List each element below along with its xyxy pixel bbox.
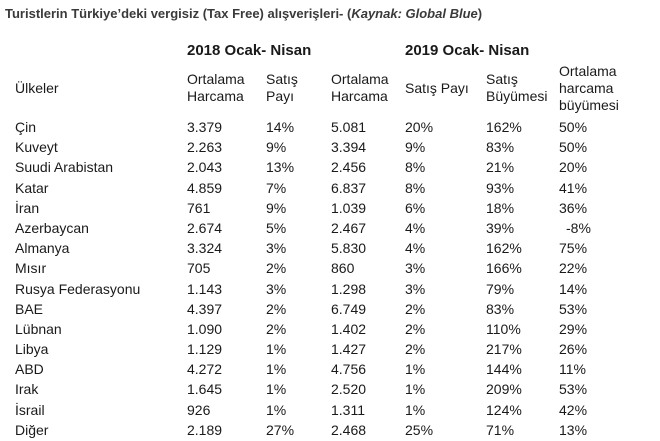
cell-country: Katar <box>15 179 49 196</box>
cell-avg-2018: 2.263 <box>187 139 223 156</box>
cell-share-2019: 3% <box>405 260 426 277</box>
cell-avg-2019: 2.520 <box>331 381 367 398</box>
cell-avg-2018: 2.189 <box>187 421 223 438</box>
cell-country: Almanya <box>15 240 70 257</box>
cell-share-2018: 3% <box>266 280 287 297</box>
cell-share-2018: 1% <box>266 401 287 418</box>
cell-share-2019: 4% <box>405 240 426 257</box>
cell-avg-2018: 1.090 <box>187 320 223 337</box>
cell-avg-2018: 3.379 <box>187 119 223 135</box>
cell-avg-growth: 26% <box>559 341 588 358</box>
table-title <box>5 6 482 21</box>
cell-share-2018: 2% <box>266 260 287 277</box>
header-share-2018: Satış Payı <box>266 71 298 104</box>
cell-sales-growth: 162% <box>486 119 522 135</box>
cell-avg-2019: 2.468 <box>331 421 367 438</box>
cell-share-2018: 1% <box>266 361 287 378</box>
cell-avg-growth: 13% <box>559 421 588 438</box>
cell-avg-2018: 4.397 <box>187 300 223 317</box>
cell-country: Lübnan <box>15 320 62 337</box>
header-avg-2018: Ortalama Harcama <box>187 71 245 104</box>
cell-country: Diğer <box>15 421 49 438</box>
cell-avg-growth: -8% <box>566 219 591 236</box>
table-row <box>0 420 660 440</box>
table-row <box>0 218 660 238</box>
cell-sales-growth: 166% <box>486 260 522 277</box>
cell-sales-growth: 217% <box>486 341 522 358</box>
table-row <box>0 279 660 299</box>
title-close: ) <box>477 6 483 21</box>
cell-avg-2019: 1.427 <box>331 341 367 358</box>
cell-avg-2019: 1.402 <box>331 320 367 337</box>
cell-avg-growth: 75% <box>559 240 588 257</box>
cell-share-2019: 4% <box>405 219 426 236</box>
table-row <box>0 238 660 258</box>
cell-avg-2018: 4.272 <box>187 361 223 378</box>
cell-share-2019: 2% <box>405 300 426 317</box>
table-row <box>0 299 660 319</box>
cell-share-2018: 27% <box>266 421 295 438</box>
cell-avg-2018: 1.129 <box>187 341 223 358</box>
cell-avg-growth: 29% <box>559 320 588 337</box>
header-avg-growth: Ortalama harcama büyümesi <box>559 63 619 113</box>
cell-avg-2019: 4.756 <box>331 361 367 378</box>
cell-share-2019: 2% <box>405 320 426 337</box>
cell-avg-2018: 761 <box>187 199 211 216</box>
group-header-2019: 2019 Ocak- Nisan <box>405 42 530 59</box>
cell-share-2019: 8% <box>405 159 426 176</box>
cell-sales-growth: 144% <box>486 361 522 378</box>
cell-country: İsrail <box>15 401 45 418</box>
cell-avg-2019: 3.394 <box>331 139 367 156</box>
cell-country: İran <box>15 199 40 216</box>
cell-avg-growth: 53% <box>559 300 588 317</box>
cell-avg-growth: 14% <box>559 280 588 297</box>
cell-avg-growth: 53% <box>559 381 588 398</box>
table-row <box>0 117 660 137</box>
cell-share-2019: 6% <box>405 199 426 216</box>
cell-avg-2019: 1.311 <box>331 401 365 418</box>
cell-avg-2019: 5.081 <box>331 119 367 135</box>
cell-avg-2018: 1.143 <box>187 280 223 297</box>
cell-share-2019: 8% <box>405 179 426 196</box>
cell-share-2018: 3% <box>266 240 287 257</box>
cell-share-2018: 13% <box>266 159 295 176</box>
cell-avg-growth: 42% <box>559 401 588 418</box>
cell-sales-growth: 18% <box>486 199 515 216</box>
table-body <box>0 117 660 440</box>
cell-sales-growth: 162% <box>486 240 522 257</box>
table-row <box>0 178 660 198</box>
table-row <box>0 258 660 278</box>
table-row <box>0 359 660 379</box>
cell-share-2018: 9% <box>266 139 287 156</box>
cell-share-2018: 7% <box>266 179 287 196</box>
cell-sales-growth: 83% <box>486 139 515 156</box>
cell-sales-growth: 21% <box>486 159 515 176</box>
table-row <box>0 157 660 177</box>
cell-avg-growth: 36% <box>559 199 588 216</box>
header-share-2019: Satış Payı <box>405 80 469 96</box>
cell-share-2019: 3% <box>405 280 426 297</box>
cell-avg-2018: 2.043 <box>187 159 223 176</box>
header-sales-growth: Satış Büyümesi <box>486 71 548 104</box>
cell-avg-2019: 860 <box>331 260 355 277</box>
cell-share-2018: 9% <box>266 199 287 216</box>
cell-avg-growth: 50% <box>559 139 588 156</box>
cell-avg-growth: 20% <box>559 159 588 176</box>
cell-avg-2018: 926 <box>187 401 211 418</box>
cell-share-2019: 20% <box>405 119 434 135</box>
cell-share-2018: 2% <box>266 320 287 337</box>
cell-avg-2019: 1.298 <box>331 280 367 297</box>
cell-country: Irak <box>15 381 39 398</box>
table-row <box>0 198 660 218</box>
header-country: Ülkeler <box>15 80 59 96</box>
cell-avg-2018: 1.645 <box>187 381 223 398</box>
cell-sales-growth: 79% <box>486 280 515 297</box>
cell-avg-2019: 6.749 <box>331 300 367 317</box>
cell-share-2019: 1% <box>405 381 426 398</box>
cell-sales-growth: 71% <box>486 421 515 438</box>
table-row <box>0 400 660 420</box>
cell-share-2019: 1% <box>405 361 426 378</box>
header-avg-2019: Ortalama Harcama <box>331 71 389 104</box>
cell-avg-2019: 1.039 <box>331 199 367 216</box>
cell-avg-growth: 41% <box>559 179 588 196</box>
cell-avg-growth: 50% <box>559 119 588 135</box>
cell-avg-2019: 6.837 <box>331 179 367 196</box>
table-row <box>0 319 660 339</box>
cell-share-2019: 1% <box>405 401 426 418</box>
cell-avg-2018: 705 <box>187 260 211 277</box>
cell-sales-growth: 93% <box>486 179 515 196</box>
title-main: Turistlerin Türkiye’deki vergisiz (Tax Free) alışverişleri- ( <box>5 6 352 21</box>
cell-avg-2019: 5.830 <box>331 240 367 257</box>
cell-sales-growth: 83% <box>486 300 515 317</box>
cell-share-2018: 2% <box>266 300 287 317</box>
cell-avg-2019: 2.456 <box>331 159 367 176</box>
cell-country: Azerbaycan <box>15 219 89 236</box>
cell-share-2018: 1% <box>266 381 287 398</box>
cell-share-2018: 14% <box>266 119 295 135</box>
cell-sales-growth: 39% <box>486 219 515 236</box>
cell-country: Libya <box>15 341 49 358</box>
cell-country: Rusya Federasyonu <box>15 280 141 297</box>
cell-share-2019: 2% <box>405 341 426 358</box>
cell-country: BAE <box>15 300 44 317</box>
cell-country: Kuveyt <box>15 139 58 156</box>
cell-share-2019: 25% <box>405 421 434 438</box>
group-header-2018: 2018 Ocak- Nisan <box>187 42 312 59</box>
cell-sales-growth: 124% <box>486 401 522 418</box>
cell-sales-growth: 110% <box>486 320 521 337</box>
cell-avg-2019: 2.467 <box>331 219 367 236</box>
cell-share-2018: 5% <box>266 219 287 236</box>
cell-share-2019: 9% <box>405 139 426 156</box>
cell-sales-growth: 209% <box>486 381 522 398</box>
cell-avg-2018: 3.324 <box>187 240 223 257</box>
table-row <box>0 379 660 399</box>
cell-avg-growth: 11% <box>559 361 586 378</box>
title-source: Kaynak: Global Blue <box>351 6 478 21</box>
cell-country: Çin <box>15 119 37 135</box>
table-row <box>0 339 660 359</box>
cell-avg-2018: 2.674 <box>187 219 223 236</box>
cell-avg-2018: 4.859 <box>187 179 223 196</box>
cell-country: ABD <box>15 361 44 378</box>
table-row <box>0 137 660 157</box>
cell-country: Suudi Arabistan <box>15 159 114 176</box>
cell-country: Mısır <box>15 260 47 277</box>
cell-avg-growth: 22% <box>559 260 588 277</box>
cell-share-2018: 1% <box>266 341 287 358</box>
